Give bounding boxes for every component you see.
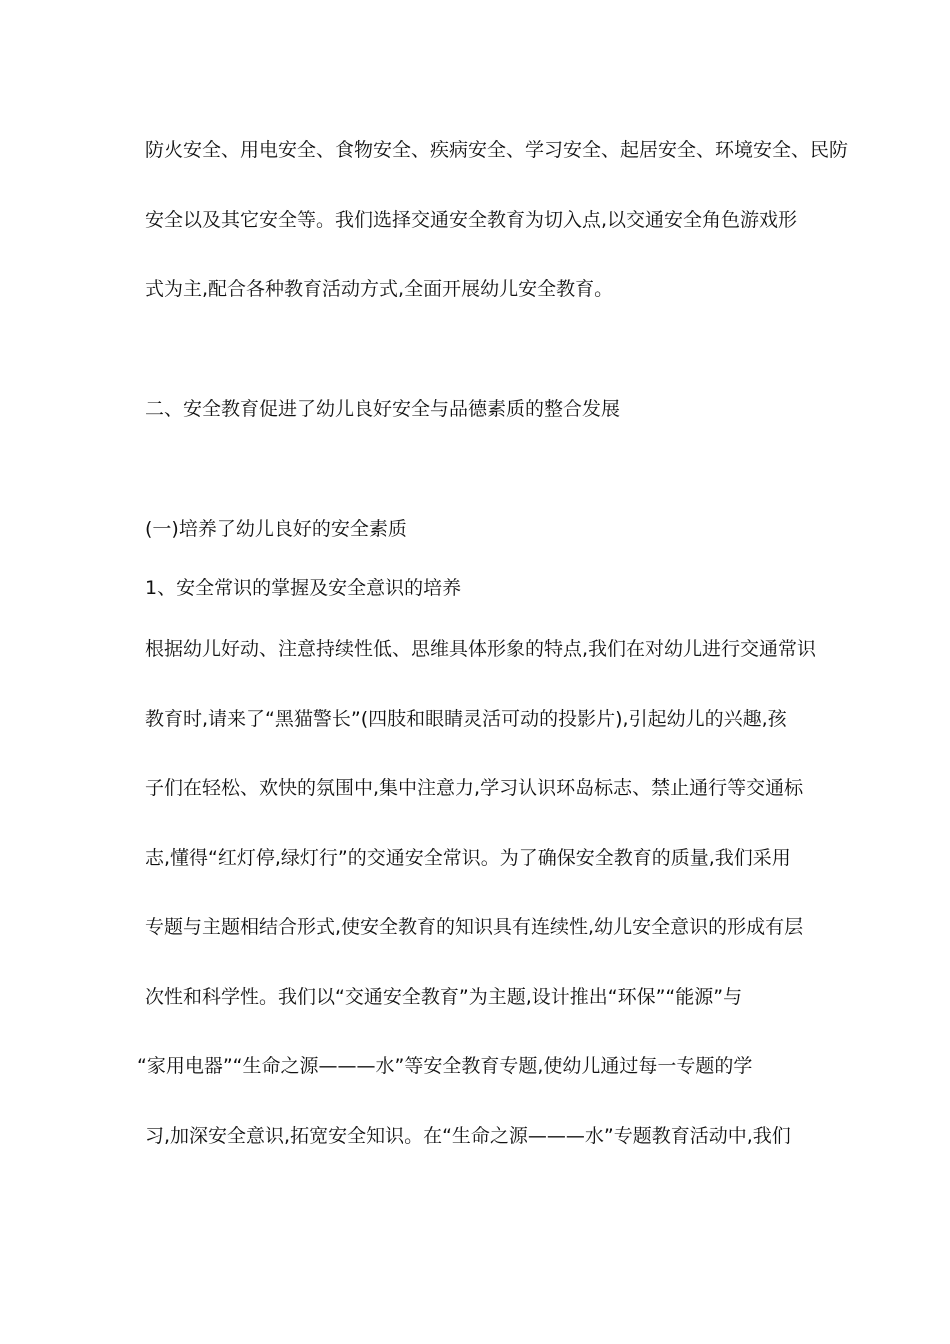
paragraph-line: “家用电器”“生命之源———水”等安全教育专题,使幼儿通过每一专题的学 — [137, 1055, 753, 1077]
paragraph-line: 式为主,配合各种教育活动方式,全面开展幼儿安全教育。 — [145, 278, 614, 300]
section-heading: 二、安全教育促进了幼儿良好安全与品德素质的整合发展 — [145, 398, 621, 420]
paragraph-line: 防火安全、用电安全、食物安全、疾病安全、学习安全、起居安全、环境安全、民防 — [145, 139, 849, 161]
subsection-heading: (一)培养了幼儿良好的安全素质 — [145, 518, 407, 540]
paragraph-line: 志,懂得“红灯停,绿灯行”的交通安全常识。为了确保安全教育的质量,我们采用 — [145, 847, 791, 869]
subsection-heading: 1、安全常识的掌握及安全意识的培养 — [145, 577, 462, 599]
paragraph-line: 习,加深安全意识,拓宽安全知识。在“生命之源———水”专题教育活动中,我们 — [145, 1125, 791, 1147]
paragraph-line: 子们在轻松、欢快的氛围中,集中注意力,学习认识环岛标志、禁止通行等交通标 — [145, 777, 804, 799]
paragraph-line: 教育时,请来了“黑猫警长”(四肢和眼睛灵活可动的投影片),引起幼儿的兴趣,孩 — [145, 708, 787, 730]
paragraph-line: 次性和科学性。我们以“交通安全教育”为主题,设计推出“环保”“能源”与 — [145, 986, 743, 1008]
paragraph-line: 安全以及其它安全等。我们选择交通安全教育为切入点,以交通安全角色游戏形 — [145, 209, 798, 231]
paragraph-line: 根据幼儿好动、注意持续性低、思维具体形象的特点,我们在对幼儿进行交通常识 — [145, 638, 817, 660]
paragraph-line: 专题与主题相结合形式,使安全教育的知识具有连续性,幼儿安全意识的形成有层 — [145, 916, 804, 938]
